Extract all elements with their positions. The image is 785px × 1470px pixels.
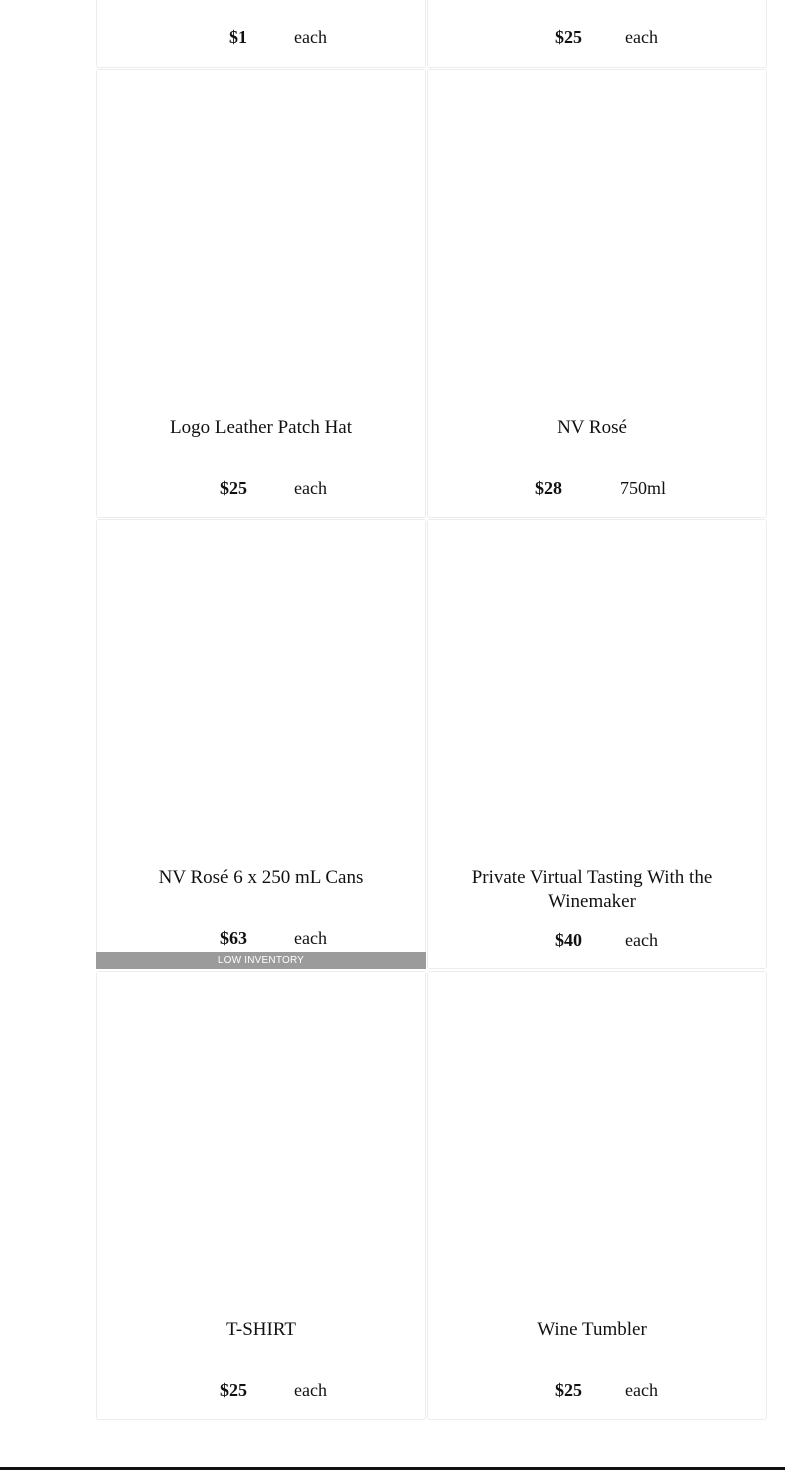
- product-price: $1: [229, 27, 247, 47]
- product-price: $40: [555, 930, 582, 950]
- product-unit: each: [625, 1380, 658, 1400]
- low-inventory-badge: LOW INVENTORY: [96, 952, 426, 969]
- product-price: $28: [535, 478, 562, 498]
- product-price: $25: [220, 1380, 247, 1400]
- product-unit: each: [294, 478, 327, 498]
- product-card-wine-tumbler[interactable]: [427, 971, 767, 1420]
- product-card-nv-rose-cans[interactable]: [96, 519, 426, 969]
- product-image[interactable]: [428, 972, 766, 1292]
- product-card-t-shirt[interactable]: [96, 971, 426, 1420]
- product-unit: 750ml: [620, 478, 667, 498]
- product-name[interactable]: Private Virtual Tasting With the Winemaker: [471, 867, 713, 912]
- product-unit: each: [294, 27, 327, 47]
- product-price: $63: [220, 928, 247, 948]
- product-unit: each: [294, 928, 327, 948]
- product-name[interactable]: Logo Leather Patch Hat: [169, 417, 352, 438]
- product-unit: each: [294, 1380, 327, 1400]
- product-card[interactable]: [427, 0, 767, 68]
- product-name[interactable]: NV Rosé 6 x 250 mL Cans: [158, 867, 364, 888]
- product-image[interactable]: [97, 972, 425, 1292]
- product-card-private-virtual-tasting[interactable]: [427, 519, 767, 969]
- product-card[interactable]: [96, 0, 426, 68]
- product-unit: each: [625, 27, 658, 47]
- product-card-nv-rose[interactable]: [427, 69, 767, 518]
- product-image[interactable]: [428, 70, 766, 390]
- product-unit: each: [625, 930, 658, 950]
- product-image[interactable]: [428, 520, 766, 840]
- product-card-logo-leather-patch-hat[interactable]: [96, 69, 426, 518]
- product-price: $25: [555, 1380, 582, 1400]
- product-name[interactable]: Wine Tumbler: [537, 1319, 647, 1340]
- product-price: $25: [220, 478, 247, 498]
- product-name[interactable]: T-SHIRT: [226, 1319, 296, 1340]
- product-price: $25: [555, 27, 582, 47]
- product-name[interactable]: NV Rosé: [557, 417, 627, 438]
- product-image[interactable]: [97, 70, 425, 390]
- product-image[interactable]: [97, 520, 425, 840]
